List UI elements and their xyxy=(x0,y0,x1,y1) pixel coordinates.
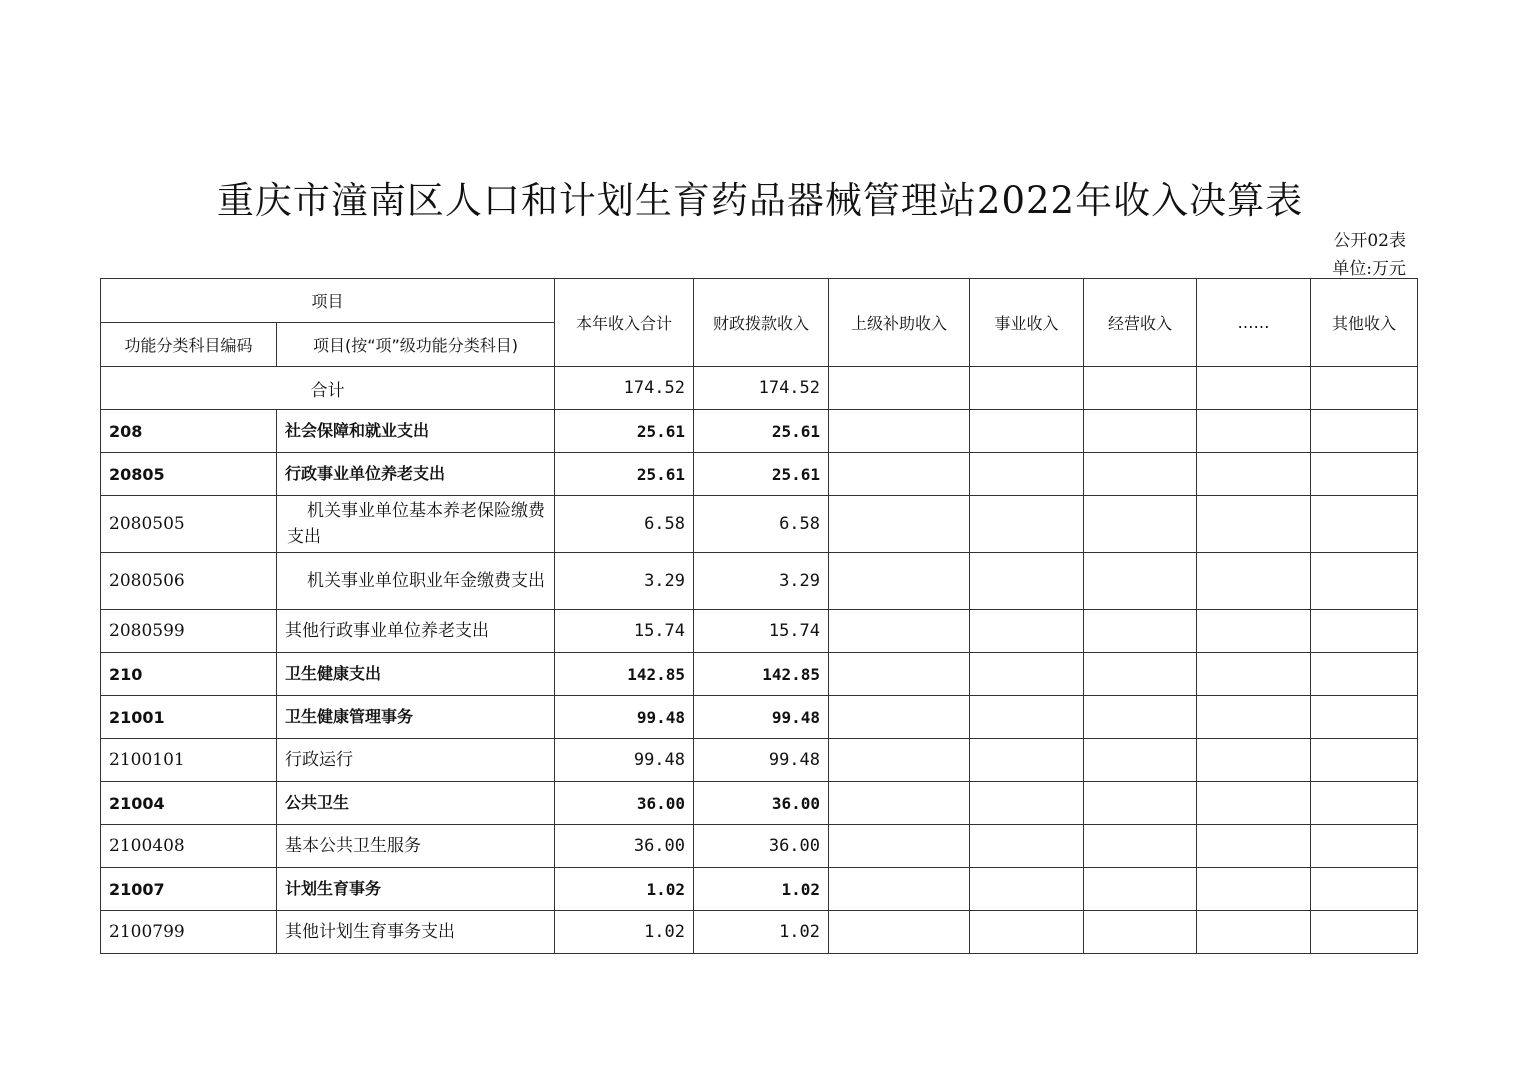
row-fiscal: 99.48 xyxy=(694,696,829,739)
row-fiscal: 15.74 xyxy=(694,610,829,653)
cell-empty xyxy=(970,453,1084,496)
cell-empty xyxy=(1311,496,1418,553)
cell-empty xyxy=(970,610,1084,653)
cell-empty xyxy=(1084,868,1197,911)
cell-empty xyxy=(1311,868,1418,911)
row-name: 行政事业单位养老支出 xyxy=(277,453,555,496)
income-table xyxy=(100,278,1418,954)
row-fiscal: 6.58 xyxy=(694,496,829,553)
unit-label: 单位:万元 xyxy=(1332,259,1406,279)
row-code: 21007 xyxy=(101,868,277,911)
row-total-income: 15.74 xyxy=(555,610,694,653)
header-ellipsis: …… xyxy=(1197,279,1311,367)
row-code: 2080505 xyxy=(101,496,277,553)
cell-empty xyxy=(1311,739,1418,782)
cell-empty xyxy=(1197,496,1311,553)
row-code: 208 xyxy=(101,410,277,453)
row-total-income: 36.00 xyxy=(555,782,694,825)
cell-empty xyxy=(1311,367,1418,410)
cell-empty xyxy=(1084,553,1197,610)
cell-empty xyxy=(970,696,1084,739)
cell-empty xyxy=(1311,410,1418,453)
row-name: 机关事业单位基本养老保险缴费支出 xyxy=(277,496,555,553)
row-total-income: 25.61 xyxy=(555,410,694,453)
header-other: 其他收入 xyxy=(1311,279,1418,367)
cell-empty xyxy=(1197,739,1311,782)
row-total-income: 99.48 xyxy=(555,739,694,782)
row-code: 2080506 xyxy=(101,553,277,610)
cell-empty xyxy=(1197,653,1311,696)
cell-empty xyxy=(1084,696,1197,739)
table-code: 公开02表 xyxy=(1333,231,1406,251)
row-code: 21001 xyxy=(101,696,277,739)
cell-empty xyxy=(970,367,1084,410)
cell-empty xyxy=(970,911,1084,954)
cell-empty xyxy=(1311,911,1418,954)
header-project: 项目 xyxy=(101,279,555,323)
row-code: 210 xyxy=(101,653,277,696)
row-total-income: 99.48 xyxy=(555,696,694,739)
table-row xyxy=(101,782,1418,825)
row-total-income: 36.00 xyxy=(555,825,694,868)
cell-empty xyxy=(1311,696,1418,739)
cell-empty xyxy=(829,453,970,496)
total-income-value: 174.52 xyxy=(555,367,694,410)
cell-empty xyxy=(1084,610,1197,653)
cell-empty xyxy=(1311,610,1418,653)
table-row xyxy=(101,610,1418,653)
cell-empty xyxy=(1084,653,1197,696)
row-name: 其他行政事业单位养老支出 xyxy=(277,610,555,653)
cell-empty xyxy=(1197,825,1311,868)
row-name: 其他计划生育事务支出 xyxy=(277,911,555,954)
cell-empty xyxy=(1311,653,1418,696)
header-business: 事业收入 xyxy=(970,279,1084,367)
cell-empty xyxy=(1197,553,1311,610)
header-fiscal: 财政拨款收入 xyxy=(694,279,829,367)
cell-empty xyxy=(1084,825,1197,868)
row-code: 2100101 xyxy=(101,739,277,782)
cell-empty xyxy=(1197,453,1311,496)
cell-empty xyxy=(829,410,970,453)
row-name: 行政运行 xyxy=(277,739,555,782)
header-total-income: 本年收入合计 xyxy=(555,279,694,367)
cell-empty xyxy=(1197,696,1311,739)
header-operating: 经营收入 xyxy=(1084,279,1197,367)
header-func-name: 项目(按“项”级功能分类科目) xyxy=(277,323,555,367)
row-fiscal: 25.61 xyxy=(694,410,829,453)
cell-empty xyxy=(1311,782,1418,825)
row-total-income: 1.02 xyxy=(555,911,694,954)
row-name: 卫生健康管理事务 xyxy=(277,696,555,739)
cell-empty xyxy=(829,653,970,696)
table-row xyxy=(101,868,1418,911)
cell-empty xyxy=(970,825,1084,868)
row-fiscal: 1.02 xyxy=(694,868,829,911)
row-total-income: 142.85 xyxy=(555,653,694,696)
cell-empty xyxy=(970,739,1084,782)
row-name: 计划生育事务 xyxy=(277,868,555,911)
cell-empty xyxy=(829,825,970,868)
cell-empty xyxy=(1197,610,1311,653)
row-code: 2100408 xyxy=(101,825,277,868)
row-name: 基本公共卫生服务 xyxy=(277,825,555,868)
page-title: 重庆市潼南区人口和计划生育药品器械管理站2022年收入决算表 xyxy=(216,179,1304,222)
table-row xyxy=(101,496,1418,553)
cell-empty xyxy=(1311,553,1418,610)
row-code: 2080599 xyxy=(101,610,277,653)
cell-empty xyxy=(1084,367,1197,410)
cell-empty xyxy=(1311,825,1418,868)
table-row xyxy=(101,653,1418,696)
cell-empty xyxy=(1084,911,1197,954)
cell-empty xyxy=(1197,911,1311,954)
cell-empty xyxy=(1197,868,1311,911)
row-name: 公共卫生 xyxy=(277,782,555,825)
cell-empty xyxy=(970,653,1084,696)
row-total-income: 6.58 xyxy=(555,496,694,553)
cell-empty xyxy=(1084,739,1197,782)
cell-empty xyxy=(970,782,1084,825)
cell-empty xyxy=(970,868,1084,911)
cell-empty xyxy=(1311,453,1418,496)
cell-empty xyxy=(829,696,970,739)
row-code: 20805 xyxy=(101,453,277,496)
row-code: 21004 xyxy=(101,782,277,825)
row-fiscal: 36.00 xyxy=(694,782,829,825)
table-row xyxy=(101,825,1418,868)
cell-empty xyxy=(1197,782,1311,825)
cell-empty xyxy=(829,553,970,610)
cell-empty xyxy=(829,610,970,653)
row-fiscal: 36.00 xyxy=(694,825,829,868)
row-name: 社会保障和就业支出 xyxy=(277,410,555,453)
cell-empty xyxy=(1084,453,1197,496)
row-fiscal: 25.61 xyxy=(694,453,829,496)
cell-empty xyxy=(829,496,970,553)
cell-empty xyxy=(1084,782,1197,825)
row-fiscal: 3.29 xyxy=(694,553,829,610)
row-fiscal: 1.02 xyxy=(694,911,829,954)
cell-empty xyxy=(1084,410,1197,453)
row-fiscal: 142.85 xyxy=(694,653,829,696)
cell-empty xyxy=(1197,367,1311,410)
table-row xyxy=(101,911,1418,954)
row-total-income: 25.61 xyxy=(555,453,694,496)
row-fiscal: 99.48 xyxy=(694,739,829,782)
total-fiscal-value: 174.52 xyxy=(694,367,829,410)
total-label: 合计 xyxy=(101,367,555,410)
header-func-code: 功能分类科目编码 xyxy=(101,323,277,367)
cell-empty xyxy=(829,739,970,782)
table-row xyxy=(101,410,1418,453)
row-name: 机关事业单位职业年金缴费支出 xyxy=(277,553,555,610)
row-name: 卫生健康支出 xyxy=(277,653,555,696)
row-total-income: 3.29 xyxy=(555,553,694,610)
header-superior: 上级补助收入 xyxy=(829,279,970,367)
table-row xyxy=(101,453,1418,496)
cell-empty xyxy=(829,782,970,825)
row-total-income: 1.02 xyxy=(555,868,694,911)
cell-empty xyxy=(1197,410,1311,453)
table-row xyxy=(101,696,1418,739)
cell-empty xyxy=(970,553,1084,610)
cell-empty xyxy=(829,911,970,954)
cell-empty xyxy=(829,367,970,410)
cell-empty xyxy=(970,410,1084,453)
row-code: 2100799 xyxy=(101,911,277,954)
cell-empty xyxy=(829,868,970,911)
table-row xyxy=(101,553,1418,610)
table-row xyxy=(101,739,1418,782)
cell-empty xyxy=(970,496,1084,553)
cell-empty xyxy=(1084,496,1197,553)
total-row xyxy=(101,367,1418,410)
